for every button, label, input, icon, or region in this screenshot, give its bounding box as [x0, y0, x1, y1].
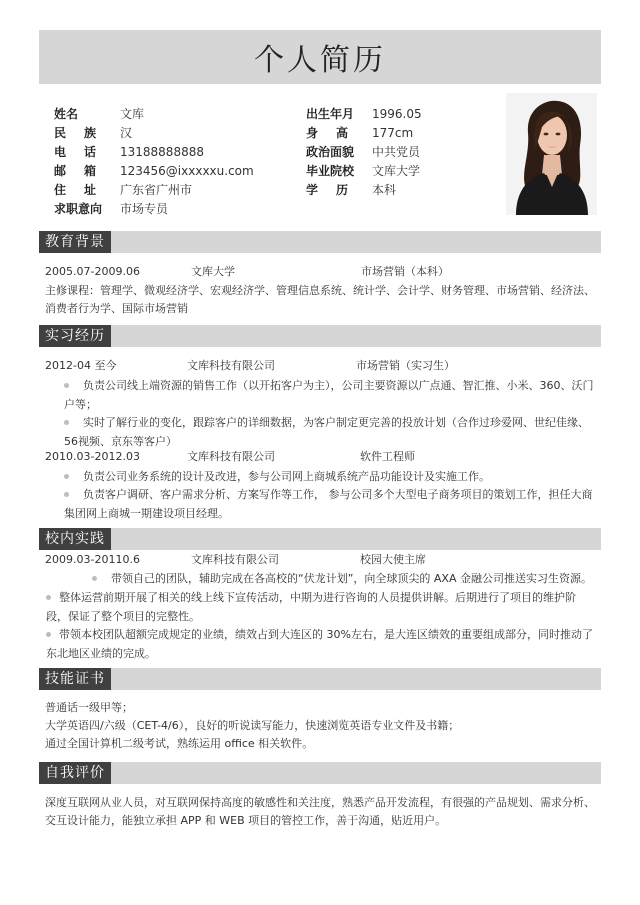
info-key: 毕业院校: [306, 164, 355, 178]
internship-row: [45, 357, 595, 375]
bullet-icon: [92, 576, 97, 581]
internship-role: 软件工程师: [360, 450, 415, 463]
list-item: 负责公司线上端资源的销售工作（以开拓客户为主），公司主要资源以广点通、智汇推、小米、360、沃门户等；: [64, 379, 594, 411]
internship-company: 文库科技有限公司: [187, 450, 275, 463]
info-value: 文库大学: [372, 164, 421, 178]
internship-row: [45, 448, 595, 466]
education-period: 2005.07-2009.06: [45, 265, 140, 278]
info-key: 学历: [306, 183, 367, 197]
info-row-address: [54, 180, 254, 200]
list-item: 整体运营前期开展了相关的线上线下宣传活动，中期为进行咨询的人员提供讲解。后期进行了项目的维护阶段，保证了整个项目的完整性。: [46, 591, 576, 623]
list-item: 带领本校团队超额完成规定的业绩，绩效占到大连区的 30%左右，是大连区绩效的重要组成部分，同时推动了东北地区业绩的完成。: [46, 628, 593, 660]
info-value: 123456@ixxxxxu.com: [120, 164, 254, 178]
section-header-campus: [39, 528, 601, 550]
info-key: 姓名: [54, 107, 79, 121]
info-key: 住址: [54, 183, 115, 197]
info-value: 13188888888: [120, 145, 204, 159]
section-header-self: [39, 762, 601, 784]
list-item: 带领自己的团队，辅助完成在各高校的“伏龙计划”，向全球顶尖的 AXA 金融公司推送实习生资源。: [92, 569, 598, 588]
skill-item: 大学英语四/六级（CET-4/6），良好的听说读写能力，快速浏览英语专业文件及书籍；: [45, 719, 460, 732]
info-row-birth: [306, 104, 466, 124]
section-title: 实习经历: [39, 325, 111, 347]
bullet-icon: [64, 420, 69, 425]
section-header-internship: [39, 325, 601, 347]
info-key: 邮箱: [54, 164, 115, 178]
section-title: 技能证书: [39, 668, 111, 690]
info-value: 文库: [120, 107, 145, 121]
bullet-icon: [46, 595, 51, 600]
campus-role: 校园大使主席: [360, 553, 426, 566]
info-value: 中共党员: [372, 145, 421, 159]
info-key: 民族: [54, 126, 115, 140]
list-item: 负责客户调研、客户需求分析、方案写作等工作， 参与公司多个大型电子商务项目的策划工作，担任大商集团网上商城一期建设项目经理。: [64, 488, 593, 520]
section-title: 自我评价: [39, 762, 111, 784]
info-row-politics: [306, 142, 466, 162]
info-value: 市场专员: [120, 202, 169, 216]
bullet-icon: [46, 632, 51, 637]
list-item: 负责公司业务系统的设计及改进，参与公司网上商城系统产品功能设计及实施工作。: [64, 467, 594, 486]
education-row: [45, 263, 595, 281]
list-item: 实时了解行业的变化，跟踪客户的详细数据，为客户制定更完善的投放计划（合作过珍爱网、世纪佳缘、56视频、京东等客户）: [64, 416, 589, 448]
info-row-name: [54, 104, 254, 124]
section-header-skills: [39, 668, 601, 690]
info-row-ethnicity: [54, 123, 254, 143]
info-row-degree: [306, 180, 466, 200]
info-row-school: [306, 161, 466, 181]
bullet-icon: [64, 383, 69, 388]
self-evaluation: 深度互联网从业人员，对互联网保持高度的敏感性和关注度，熟悉产品开发流程，有很强的产品规划、需求分析、交互设计能力，能独立承担 APP 和 WEB 项目的管控工作，善于沟通，贴近用户。: [45, 796, 595, 827]
section-title: 校内实践: [39, 528, 111, 550]
internship-role: 市场营销（实习生）: [356, 359, 455, 372]
info-value: 广东省广州市: [120, 183, 193, 197]
info-row-email: [54, 161, 274, 181]
education-school: 文库大学: [191, 265, 235, 278]
portrait-image: [506, 93, 597, 215]
bullet-icon: [64, 492, 69, 497]
campus-company: 文库科技有限公司: [191, 553, 279, 566]
info-value: 本科: [372, 183, 397, 197]
info-row-objective: [54, 199, 254, 219]
section-title: 教育背景: [39, 231, 111, 253]
skill-item: 普通话一级甲等；: [45, 701, 133, 714]
info-key: 求职意向: [54, 202, 103, 216]
bullet-icon: [64, 474, 69, 479]
page-title: 个人简历: [254, 43, 386, 78]
internship-period: 2012-04 至今: [45, 359, 117, 372]
campus-period: 2009.03-20110.6: [45, 553, 140, 566]
info-value: 1996.05: [372, 107, 422, 121]
education-courses: 主修课程：管理学、微观经济学、宏观经济学、管理信息系统、统计学、会计学、财务管理、市场营销、经济法、消费者行为学、国际市场营销: [45, 284, 595, 315]
title-bar: [39, 30, 601, 84]
campus-row: [45, 551, 595, 569]
info-value: 汉: [120, 126, 133, 140]
internship-period: 2010.03-2012.03: [45, 450, 140, 463]
info-key: 政治面貌: [306, 145, 355, 159]
internship-company: 文库科技有限公司: [187, 359, 275, 372]
info-key: 身高: [306, 126, 367, 140]
info-row-phone: [54, 142, 254, 162]
skill-item: 通过全国计算机二级考试，熟练运用 office 相关软件。: [45, 737, 314, 750]
education-major: 市场营销（本科）: [361, 265, 449, 278]
info-key: 电话: [54, 145, 115, 159]
info-key: 出生年月: [306, 107, 355, 121]
section-header-education: [39, 231, 601, 253]
info-value: 177cm: [372, 126, 414, 140]
profile-photo: [506, 93, 597, 215]
info-row-height: [306, 123, 466, 143]
